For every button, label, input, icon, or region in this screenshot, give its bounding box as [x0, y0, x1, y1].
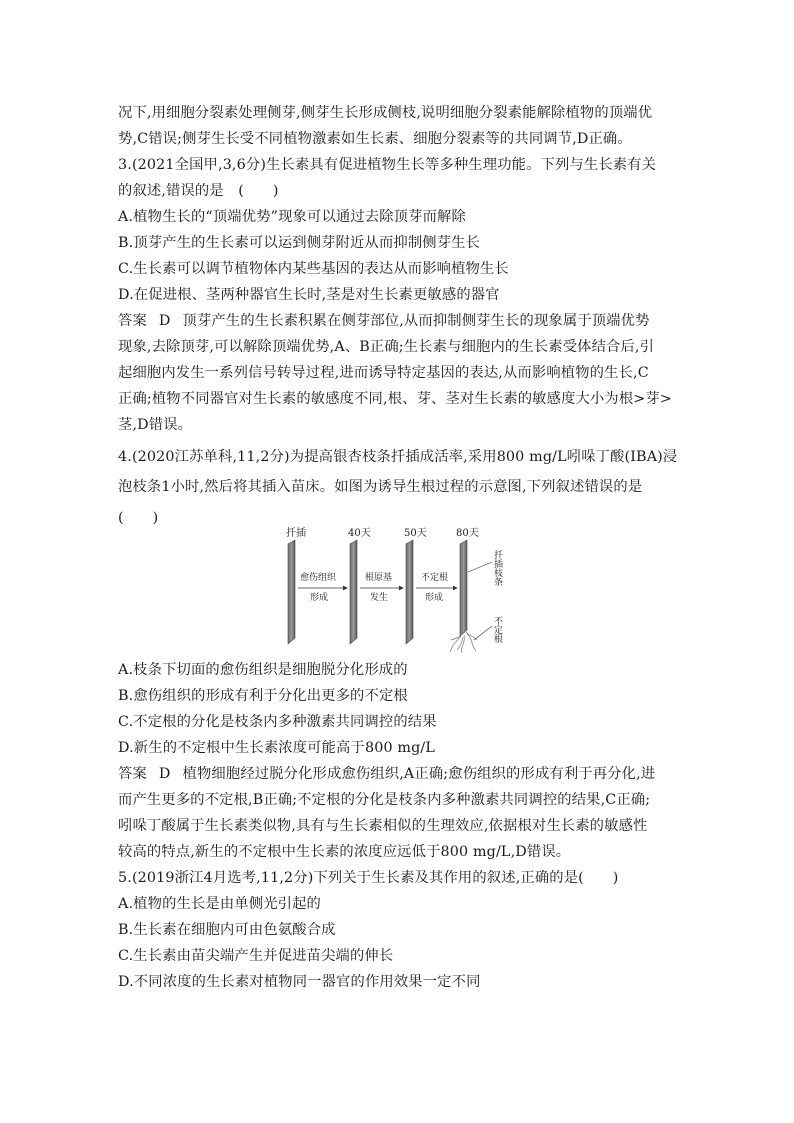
- answer-label: 答案: [118, 766, 147, 782]
- answer-label: 答案: [118, 313, 147, 329]
- label-pointer: [468, 562, 492, 572]
- question-3-option-b: B.顶芽产生的生长素可以运到侧芽附近从而抑制侧芽生长: [118, 235, 481, 251]
- side-label-root: 不定根: [492, 616, 502, 643]
- question-3-stem: 3.(2021全国甲,3,6分)生长素具有促进植物生长等多种生理功能。下列与生长素有关: [118, 157, 657, 173]
- label-pointer: [474, 626, 492, 640]
- cutting-stage-1: [288, 540, 295, 644]
- question-5-stem: 5.(2019浙江4月选考,11,2分)下列关于生长素及其作用的叙述,正确的是( ): [118, 870, 619, 886]
- question-3-option-a: A.植物生长的“顶端优势”现象可以通过去除顶芽而解除: [118, 209, 466, 225]
- question-4-stem: 泡枝条1小时,然后将其插入苗床。如图为诱导生根过程的示意图,下列叙述错误的是: [118, 479, 643, 495]
- text-line: 势,C错误;侧芽生长受不同植物激素如生长素、细胞分裂素等的共同调节,D正确。: [118, 131, 632, 147]
- arrow-label: 形成: [425, 593, 444, 603]
- answer-explanation: 顶芽产生的生长素积累在侧芽部位,从而抑制侧芽生长的现象属于顶端优势: [182, 313, 650, 329]
- question-3-explanation: 茎,D错误。: [118, 417, 193, 433]
- question-4-option-a: A.枝条下切面的愈伤组织是细胞脱分化形成的: [118, 662, 408, 678]
- question-3-option-d: D.在促进根、茎两种器官生长时,茎是对生长素更敏感的器官: [118, 287, 500, 303]
- arrow-label: 形成: [310, 593, 329, 603]
- cutting-stage-2: [350, 540, 357, 644]
- question-4-stem: 4.(2020江苏单科,11,2分)为提高银杏枝条扦插成活率,采用800 mg/L吲哚丁酸(IBA)浸: [118, 449, 678, 465]
- arrow-label: 不定根: [421, 573, 449, 583]
- arrow-label: 发生: [370, 593, 389, 603]
- stage-label: 50天: [404, 528, 427, 539]
- question-4-answer: [118, 764, 655, 784]
- cutting-stage-3: [406, 540, 413, 644]
- question-5-option-a: A.植物的生长是由单侧光引起的: [118, 896, 321, 912]
- side-label-cutting: 扦插枝条: [492, 550, 502, 586]
- arrow-label: 愈伤组织: [300, 573, 337, 583]
- question-3-answer: [118, 311, 650, 331]
- question-4-option-d: D.新生的不定根中生长素浓度可能高于800 mg/L: [118, 740, 435, 756]
- question-4-option-c: C.不定根的分化是枝条内多种激素共同调控的结果: [118, 714, 437, 730]
- rooting-process-figure: [270, 522, 520, 654]
- stage-label: 40天: [348, 528, 371, 539]
- stage-label: 80天: [456, 528, 479, 539]
- question-4-explanation: 而产生更多的不定根,B正确;不定根的分化是枝条内多种激素共同调控的结果,C正确;: [118, 792, 651, 808]
- text-line: 况下,用细胞分裂素处理侧芽,侧芽生长形成侧枝,说明细胞分裂素能解除植物的顶端优: [118, 105, 653, 121]
- question-5-option-d: D.不同浓度的生长素对植物同一器官的作用效果一定不同: [118, 974, 481, 990]
- adventitious-roots: [450, 632, 477, 653]
- question-4-stem: ( ): [118, 510, 159, 526]
- question-3-explanation: 起细胞内发生一系列信号转导过程,进而诱导特定基因的表达,从而影响植物的生长,C: [118, 365, 649, 381]
- arrow-label: 根原基: [365, 573, 393, 583]
- question-3-explanation: 现象,去除顶芽,可以解除顶端优势,A、B正确;生长素与细胞内的生长素受体结合后,引: [118, 339, 655, 355]
- answer-letter: D: [158, 766, 171, 782]
- answer-explanation: 植物细胞经过脱分化形成愈伤组织,A正确;愈伤组织的形成有利于再分化,进: [182, 766, 656, 782]
- question-5-option-c: C.生长素由苗尖端产生并促进苗尖端的伸长: [118, 948, 394, 964]
- question-5-option-b: B.生长素在细胞内可由色氨酸合成: [118, 922, 336, 938]
- cutting-stage-4: [460, 540, 467, 636]
- question-4-explanation: 吲哚丁酸属于生长素类似物,具有与生长素相似的生理效应,依据根对生长素的敏感性: [118, 818, 648, 834]
- question-4-option-b: B.愈伤组织的形成有利于分化出更多的不定根: [118, 688, 408, 704]
- answer-letter: D: [158, 313, 171, 329]
- stage-label: 扦插: [286, 528, 306, 539]
- question-4-explanation: 较高的特点,新生的不定根中生长素的浓度应远低于800 mg/L,D错误。: [118, 844, 571, 860]
- question-3-option-c: C.生长素可以调节植物体内某些基因的表达从而影响植物生长: [118, 261, 509, 277]
- question-3-stem: 的叙述,错误的是 ( ): [118, 183, 279, 199]
- question-3-explanation: 正确;植物不同器官对生长素的敏感度不同,根、芽、茎对生长素的敏感度大小为根>芽>: [118, 391, 673, 407]
